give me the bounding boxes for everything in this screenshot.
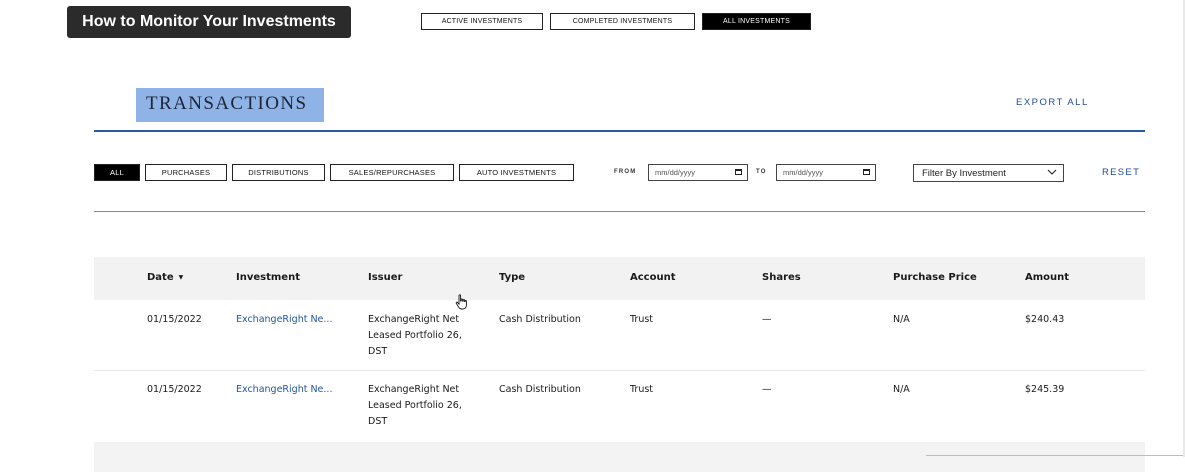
- issuer-line: ExchangeRight Net: [368, 314, 460, 325]
- column-date[interactable]: [147, 272, 183, 283]
- column-investment: Investment: [236, 272, 300, 283]
- filter-divider: [94, 211, 1145, 212]
- reset-link[interactable]: RESET: [1102, 167, 1141, 178]
- filter-tab-all[interactable]: ALL: [94, 164, 140, 181]
- video-title: How to Monitor Your Investments: [67, 6, 351, 38]
- row-divider: [94, 370, 1145, 371]
- from-date-placeholder: mm/dd/yyyy: [655, 168, 696, 177]
- to-label: TO: [756, 169, 767, 175]
- row-amount: $240.43: [1025, 314, 1065, 325]
- issuer-line: Leased Portfolio 26,: [368, 330, 462, 341]
- row-investment-link[interactable]: ExchangeRight Ne...: [236, 384, 333, 395]
- filter-tab-purchases[interactable]: PURCHASES: [145, 164, 227, 181]
- tab-all-investments[interactable]: ALL INVESTMENTS: [702, 13, 811, 30]
- bottom-edge-line: [926, 455, 1185, 456]
- to-date-placeholder: mm/dd/yyyy: [783, 168, 824, 177]
- table-row-partial: [94, 442, 1145, 472]
- investment-filter-select[interactable]: [913, 164, 1064, 182]
- row-date: 01/15/2022: [147, 314, 202, 325]
- hand-cursor-icon: [455, 294, 469, 310]
- issuer-line: DST: [368, 416, 388, 427]
- export-all-link[interactable]: EXPORT ALL: [1016, 97, 1089, 108]
- row-shares: —: [762, 384, 772, 395]
- row-purchase-price: N/A: [893, 384, 910, 395]
- calendar-icon[interactable]: [863, 169, 870, 175]
- filter-tab-auto-investments[interactable]: AUTO INVESTMENTS: [459, 164, 574, 181]
- from-label: FROM: [614, 169, 637, 175]
- section-title: TRANSACTIONS: [146, 93, 308, 114]
- row-purchase-price: N/A: [893, 314, 910, 325]
- row-account: Trust: [630, 384, 654, 395]
- row-date: 01/15/2022: [147, 384, 202, 395]
- filter-tab-distributions[interactable]: DISTRIBUTIONS: [232, 164, 325, 181]
- tab-completed-investments[interactable]: COMPLETED INVESTMENTS: [550, 13, 695, 30]
- column-purchase-price: Purchase Price: [893, 272, 977, 283]
- row-issuer: [368, 382, 486, 430]
- filter-tab-sales-repurchases[interactable]: SALES/REPURCHASES: [330, 164, 454, 181]
- from-date-input[interactable]: [648, 164, 748, 181]
- issuer-line: ExchangeRight Net: [368, 384, 460, 395]
- column-date-label: Date: [147, 272, 174, 283]
- row-investment-link[interactable]: ExchangeRight Ne...: [236, 314, 333, 325]
- row-type: Cash Distribution: [499, 384, 581, 395]
- sort-desc-icon[interactable]: ▼: [178, 274, 184, 281]
- row-amount: $245.39: [1025, 384, 1065, 395]
- calendar-icon[interactable]: [735, 169, 742, 175]
- column-issuer: Issuer: [368, 272, 403, 283]
- column-shares: Shares: [762, 272, 801, 283]
- column-type: Type: [499, 272, 526, 283]
- issuer-line: DST: [368, 346, 388, 357]
- tab-active-investments[interactable]: ACTIVE INVESTMENTS: [421, 13, 543, 30]
- chevron-down-icon: [1047, 167, 1057, 177]
- row-type: Cash Distribution: [499, 314, 581, 325]
- investment-filter-value: Filter By Investment: [922, 168, 1006, 179]
- to-date-input[interactable]: [776, 164, 876, 181]
- issuer-line: Leased Portfolio 26,: [368, 400, 462, 411]
- row-shares: —: [762, 314, 772, 325]
- row-account: Trust: [630, 314, 654, 325]
- column-account: Account: [630, 272, 676, 283]
- row-issuer: [368, 312, 486, 360]
- section-divider: [94, 130, 1145, 132]
- column-amount: Amount: [1025, 272, 1070, 283]
